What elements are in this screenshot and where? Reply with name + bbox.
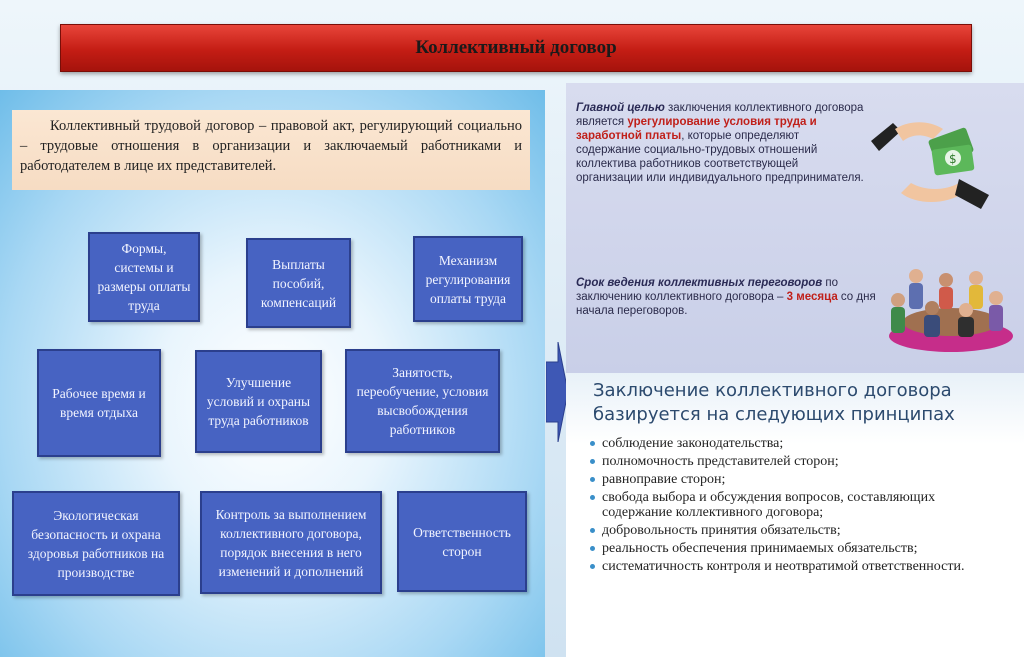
arrow-right-icon — [546, 342, 568, 442]
principles-panel — [566, 373, 1024, 657]
principles-list — [588, 436, 1008, 577]
list-item: реальность обеспечения принимаемых обязательств; — [588, 541, 1008, 556]
term-text2: со дня начала переговоров. — [576, 291, 876, 317]
definition-text: Коллективный трудовой договор – правовой акт, регулирующий социально – трудовые отношения в организации и заключаемый работниками и работодателем в лице их представителей. — [12, 110, 530, 190]
box-mechanism: Механизм регулирования оплаты труда — [413, 236, 523, 322]
box-payments: Выплаты пособий, компенсаций — [246, 238, 351, 328]
title-bar — [60, 24, 972, 72]
term-text — [576, 276, 876, 318]
box-improvement: Улучшение условий и охраны труда работников — [195, 350, 322, 453]
list-item: систематичность контроля и неотвратимой ответственности. — [588, 559, 1008, 574]
box-control: Контроль за выполнением коллективного договора, порядок внесения в него изменений и дополнений — [200, 491, 382, 594]
list-item: равноправие сторон; — [588, 472, 1008, 487]
list-item: свобода выбора и обсуждения вопросов, составляющих содержание коллективного договора; — [588, 490, 1008, 520]
term-highlight: 3 месяца — [786, 291, 838, 303]
handshake-money-icon — [871, 113, 991, 213]
goal-text2: , которые определяют содержание социально-трудовых отношений коллектива работников соответствующей организации или индивидуального предпринимателя. — [576, 130, 864, 184]
list-item: добровольность принятия обязательств; — [588, 523, 1008, 538]
term-lead: Срок ведения коллективных переговоров — [576, 277, 823, 289]
box-responsibility: Ответственность сторон — [397, 491, 527, 592]
box-ecology: Экологическая безопасность и охрана здоровья работников на производстве — [12, 491, 180, 596]
term-text1: по заключению коллективного договора – — [576, 277, 839, 303]
goal-text1: заключения коллективного договора является — [576, 102, 864, 128]
svg-text:$: $ — [949, 152, 957, 166]
page-title: Коллективный договор — [415, 37, 617, 58]
goal-panel — [566, 83, 1024, 373]
goal-lead: Главной целью — [576, 102, 665, 114]
box-worktime: Рабочее время и время отдыха — [37, 349, 161, 457]
list-item: соблюдение законодательства; — [588, 436, 1008, 451]
goal-text — [576, 101, 866, 185]
box-forms: Формы, системы и размеры оплаты труда — [88, 232, 200, 322]
principles-title: Заключение коллективного договора базируется на следующих принципах — [593, 380, 955, 425]
goal-highlight: урегулирование условия труда и заработной платы — [576, 116, 817, 142]
meeting-people-icon — [886, 258, 1016, 358]
list-item: полномочность представителей сторон; — [588, 454, 1008, 469]
box-employment: Занятость, переобучение, условия высвобождения работников — [345, 349, 500, 453]
